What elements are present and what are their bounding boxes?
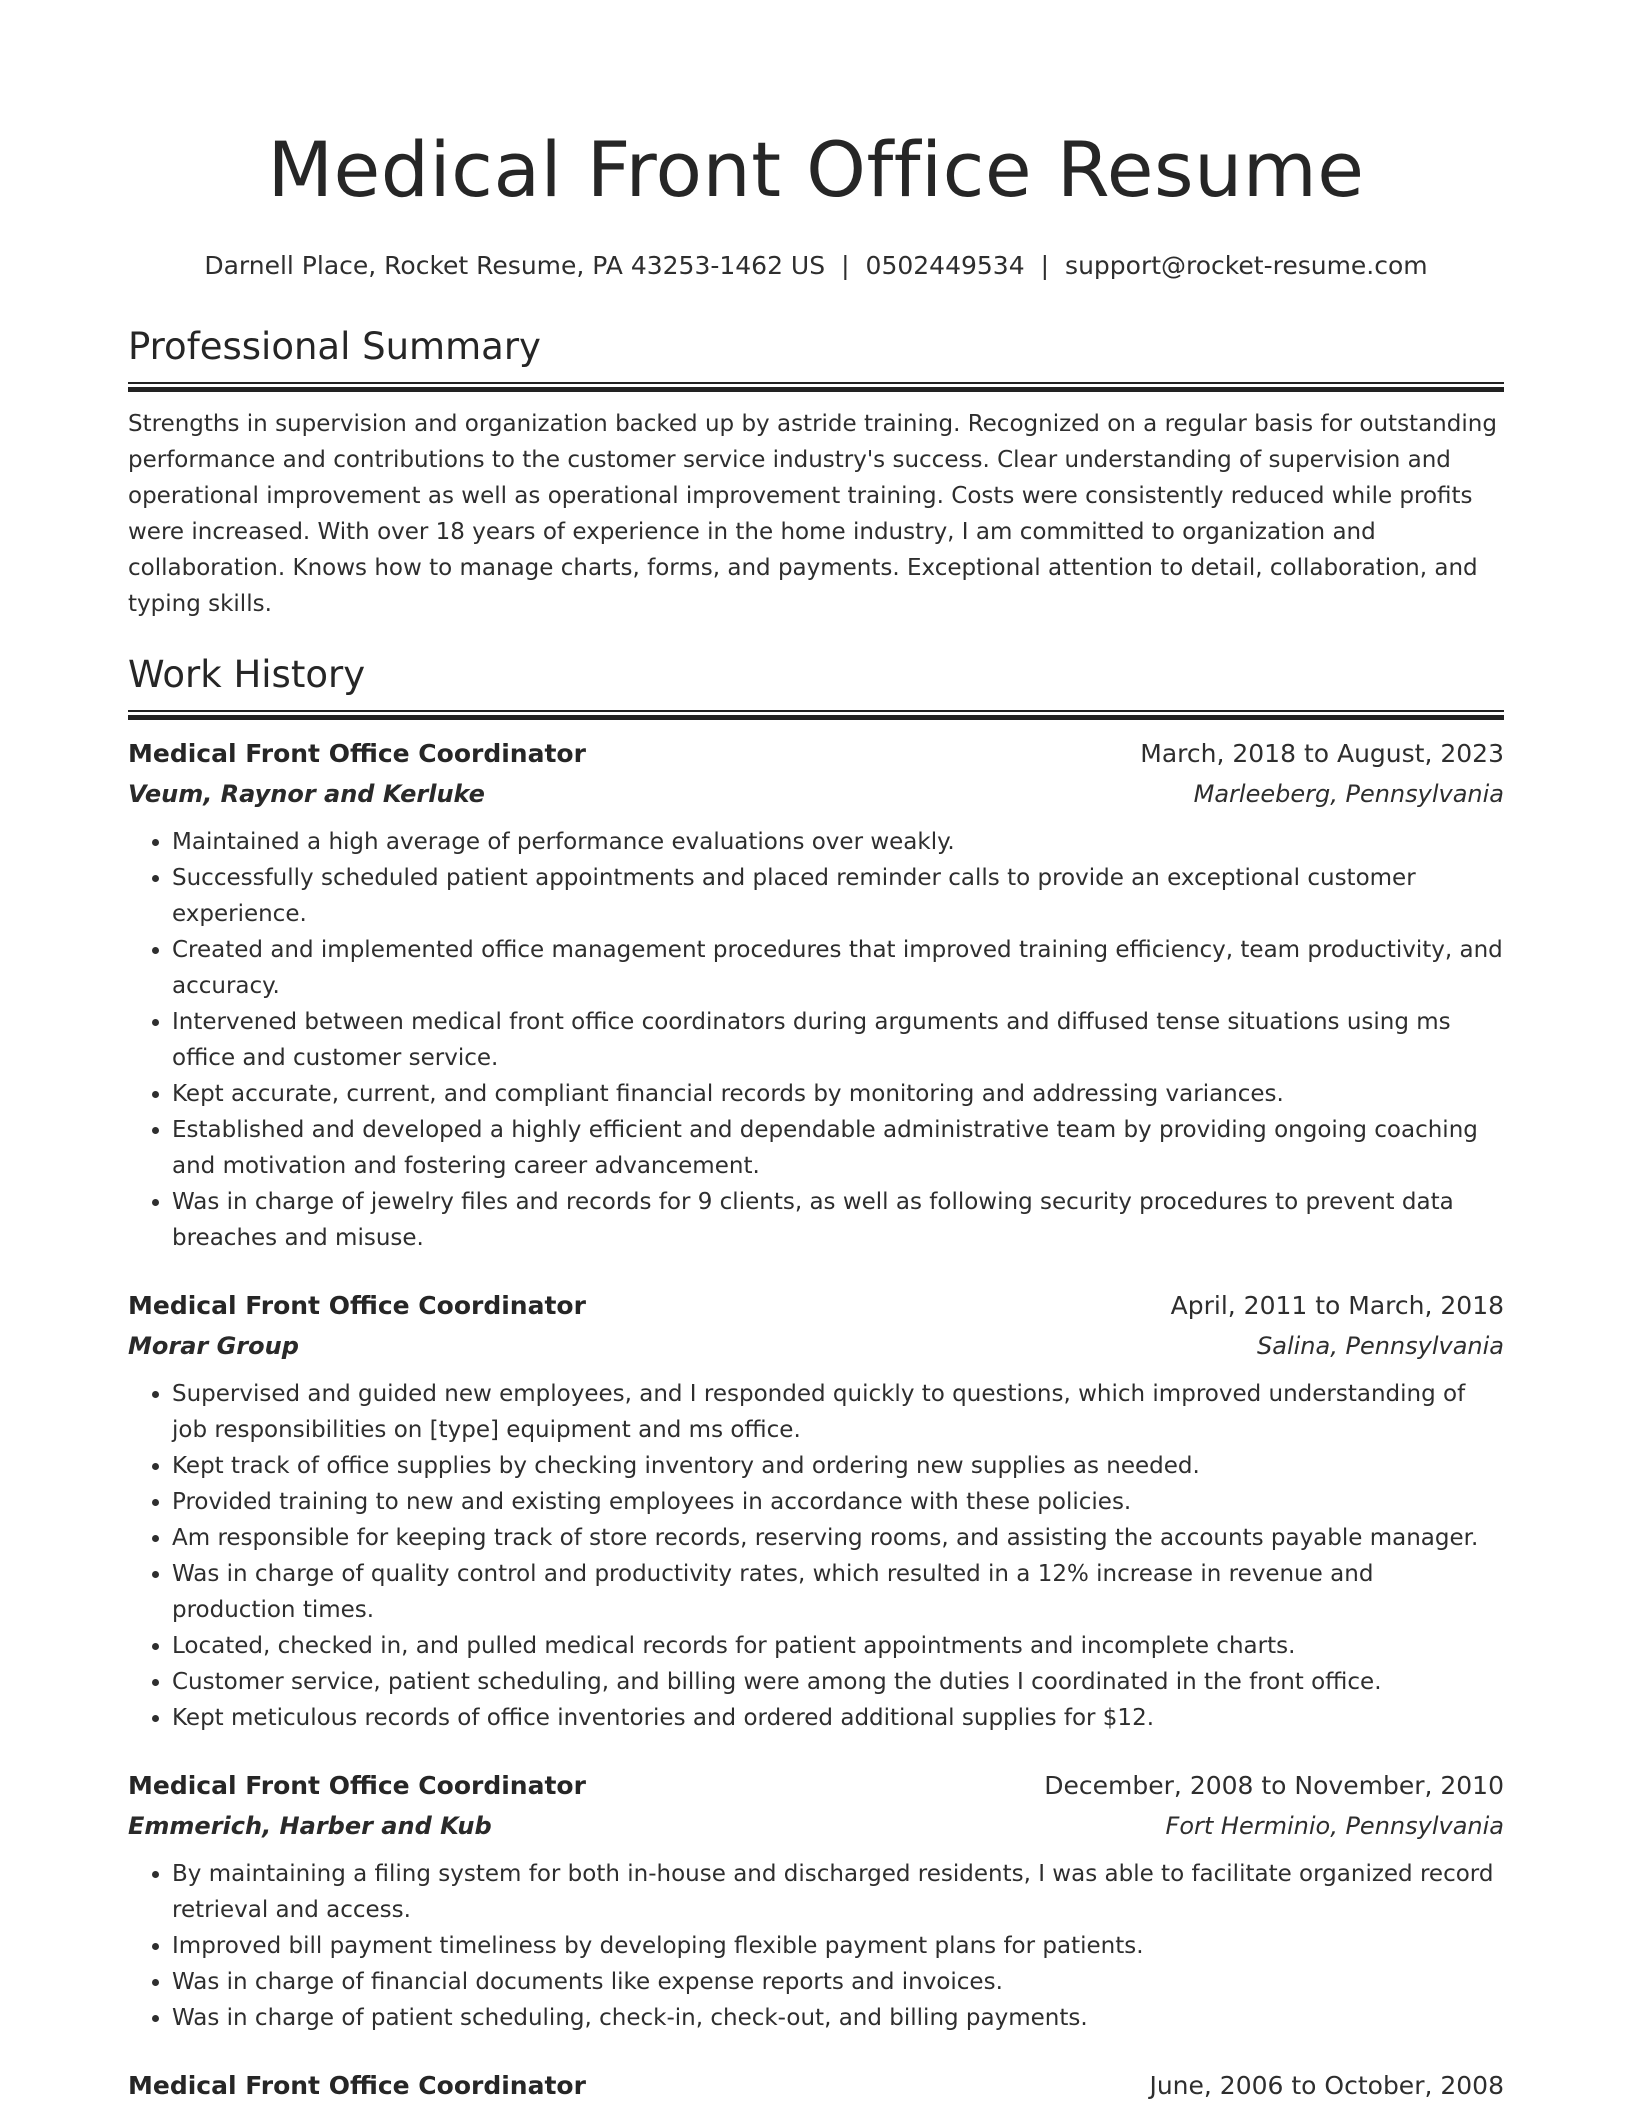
job-bullet: • Maintained a high average of performance evaluations over weakly.: [172, 824, 1504, 860]
job-company: Veum, Raynor and Kerluke: [128, 780, 485, 808]
job-bullet: • Kept accurate, current, and compliant financial records by monitoring and addressing variances.: [172, 1076, 1504, 1112]
contact-phone: 0502449534: [865, 251, 1025, 280]
job-company: Emmerich, Harber and Kub: [128, 1812, 492, 1840]
job-entry: [128, 1766, 1504, 2036]
job-subheader: [128, 1806, 1504, 1846]
contact-address: Darnell Place, Rocket Resume, PA 43253-1462 US: [204, 251, 826, 280]
job-bullet: • Intervened between medical front office coordinators during arguments and diffused tense situations using ms office and customer service.: [172, 1004, 1504, 1076]
job-bullet: • Supervised and guided new employees, and I responded quickly to questions, which improved understanding of job responsibilities on [type] equipment and ms office.: [172, 1376, 1504, 1448]
section-divider: [128, 710, 1504, 720]
job-entry: [128, 734, 1504, 1256]
job-bullet: • Was in charge of financial documents like expense reports and invoices.: [172, 1964, 1504, 2000]
job-bullet: • Was in charge of patient scheduling, check-in, check-out, and billing payments.: [172, 2000, 1504, 2036]
job-title: Medical Front Office Coordinator: [128, 1771, 586, 1800]
job-bullet-list: [128, 1376, 1504, 1736]
job-location: Marleeberg, Pennsylvania: [1193, 780, 1504, 808]
job-dates: April, 2011 to March, 2018: [1170, 1291, 1504, 1320]
job-bullet: • Improved bill payment timeliness by developing flexible payment plans for patients.: [172, 1928, 1504, 1964]
summary-text: Strengths in supervision and organization backed up by astride training. Recognized on a regular basis for outstanding performance and contributions to the customer service industry's success. Clear understanding of supervision and operational improvement as well as operational improvement training. Costs were consistently reduced while profits were increased. With over 18 years of experience in the home industry, I am committed to organization and collaboration. Knows how to manage charts, forms, and payments. Exceptional attention to detail, collaboration, and typing skills.: [128, 411, 1497, 617]
contact-email[interactable]: support@rocket-resume.com: [1065, 251, 1428, 280]
page-title: Medical Front Office Resume: [267, 125, 1365, 214]
job-bullet: • Provided training to new and existing employees in accordance with these policies.: [172, 1484, 1504, 1520]
job-bullet: • Was in charge of quality control and productivity rates, which resulted in a 12% increase in revenue and production times.: [172, 1556, 1504, 1628]
job-bullet: • Established and developed a highly efficient and dependable administrative team by providing ongoing coaching and motivation and fostering career advancement.: [172, 1112, 1504, 1184]
job-bullet: • Was in charge of jewelry files and records for 9 clients, as well as following security procedures to prevent data breaches and misuse.: [172, 1184, 1504, 1256]
contact-line: [128, 248, 1504, 284]
section-title-work-history: Work History: [128, 653, 366, 696]
job-bullet: • Customer service, patient scheduling, and billing were among the duties I coordinated in the front office.: [172, 1664, 1504, 1700]
job-location: Salina, Pennsylvania: [1257, 1332, 1504, 1360]
job-header: [128, 734, 1504, 774]
job-location: Fort Herminio, Pennsylvania: [1165, 1812, 1504, 1840]
job-bullet: • Am responsible for keeping track of store records, reserving rooms, and assisting the accounts payable manager.: [172, 1520, 1504, 1556]
job-subheader: [128, 1326, 1504, 1366]
job-bullet: • Kept track of office supplies by checking inventory and ordering new supplies as needed.: [172, 1448, 1504, 1484]
job-bullet: • Successfully scheduled patient appointments and placed reminder calls to provide an exceptional customer experience.: [172, 860, 1504, 932]
job-dates: December, 2008 to November, 2010: [1044, 1771, 1504, 1800]
resume-page: [128, 0, 1504, 2106]
section-title-summary: Professional Summary: [128, 325, 541, 368]
contact-separator: |: [1040, 251, 1050, 280]
job-title: Medical Front Office Coordinator: [128, 2071, 586, 2100]
job-title: Medical Front Office Coordinator: [128, 739, 586, 768]
job-company: Morar Group: [128, 1332, 299, 1360]
job-header: [128, 1766, 1504, 1806]
job-header: [128, 2066, 1504, 2106]
job-dates: June, 2006 to October, 2008: [1149, 2071, 1504, 2100]
job-bullet-list: [128, 1856, 1504, 2036]
job-header: [128, 1286, 1504, 1326]
job-bullet: • Created and implemented office management procedures that improved training efficiency, team productivity, and accuracy.: [172, 932, 1504, 1004]
job-entry: [128, 1286, 1504, 1736]
job-title: Medical Front Office Coordinator: [128, 1291, 586, 1320]
work-history-list: [128, 734, 1504, 2106]
job-bullet: • By maintaining a filing system for both in-house and discharged residents, I was able to facilitate organized record retrieval and access.: [172, 1856, 1504, 1928]
job-bullet-list: [128, 824, 1504, 1256]
job-bullet: • Kept meticulous records of office inventories and ordered additional supplies for $12.: [172, 1700, 1504, 1736]
job-bullet: • Located, checked in, and pulled medical records for patient appointments and incomplete charts.: [172, 1628, 1504, 1664]
contact-separator: |: [841, 251, 850, 280]
job-dates: March, 2018 to August, 2023: [1140, 739, 1504, 768]
job-subheader: [128, 774, 1504, 814]
job-entry: [128, 2066, 1504, 2106]
section-divider: [128, 382, 1504, 392]
